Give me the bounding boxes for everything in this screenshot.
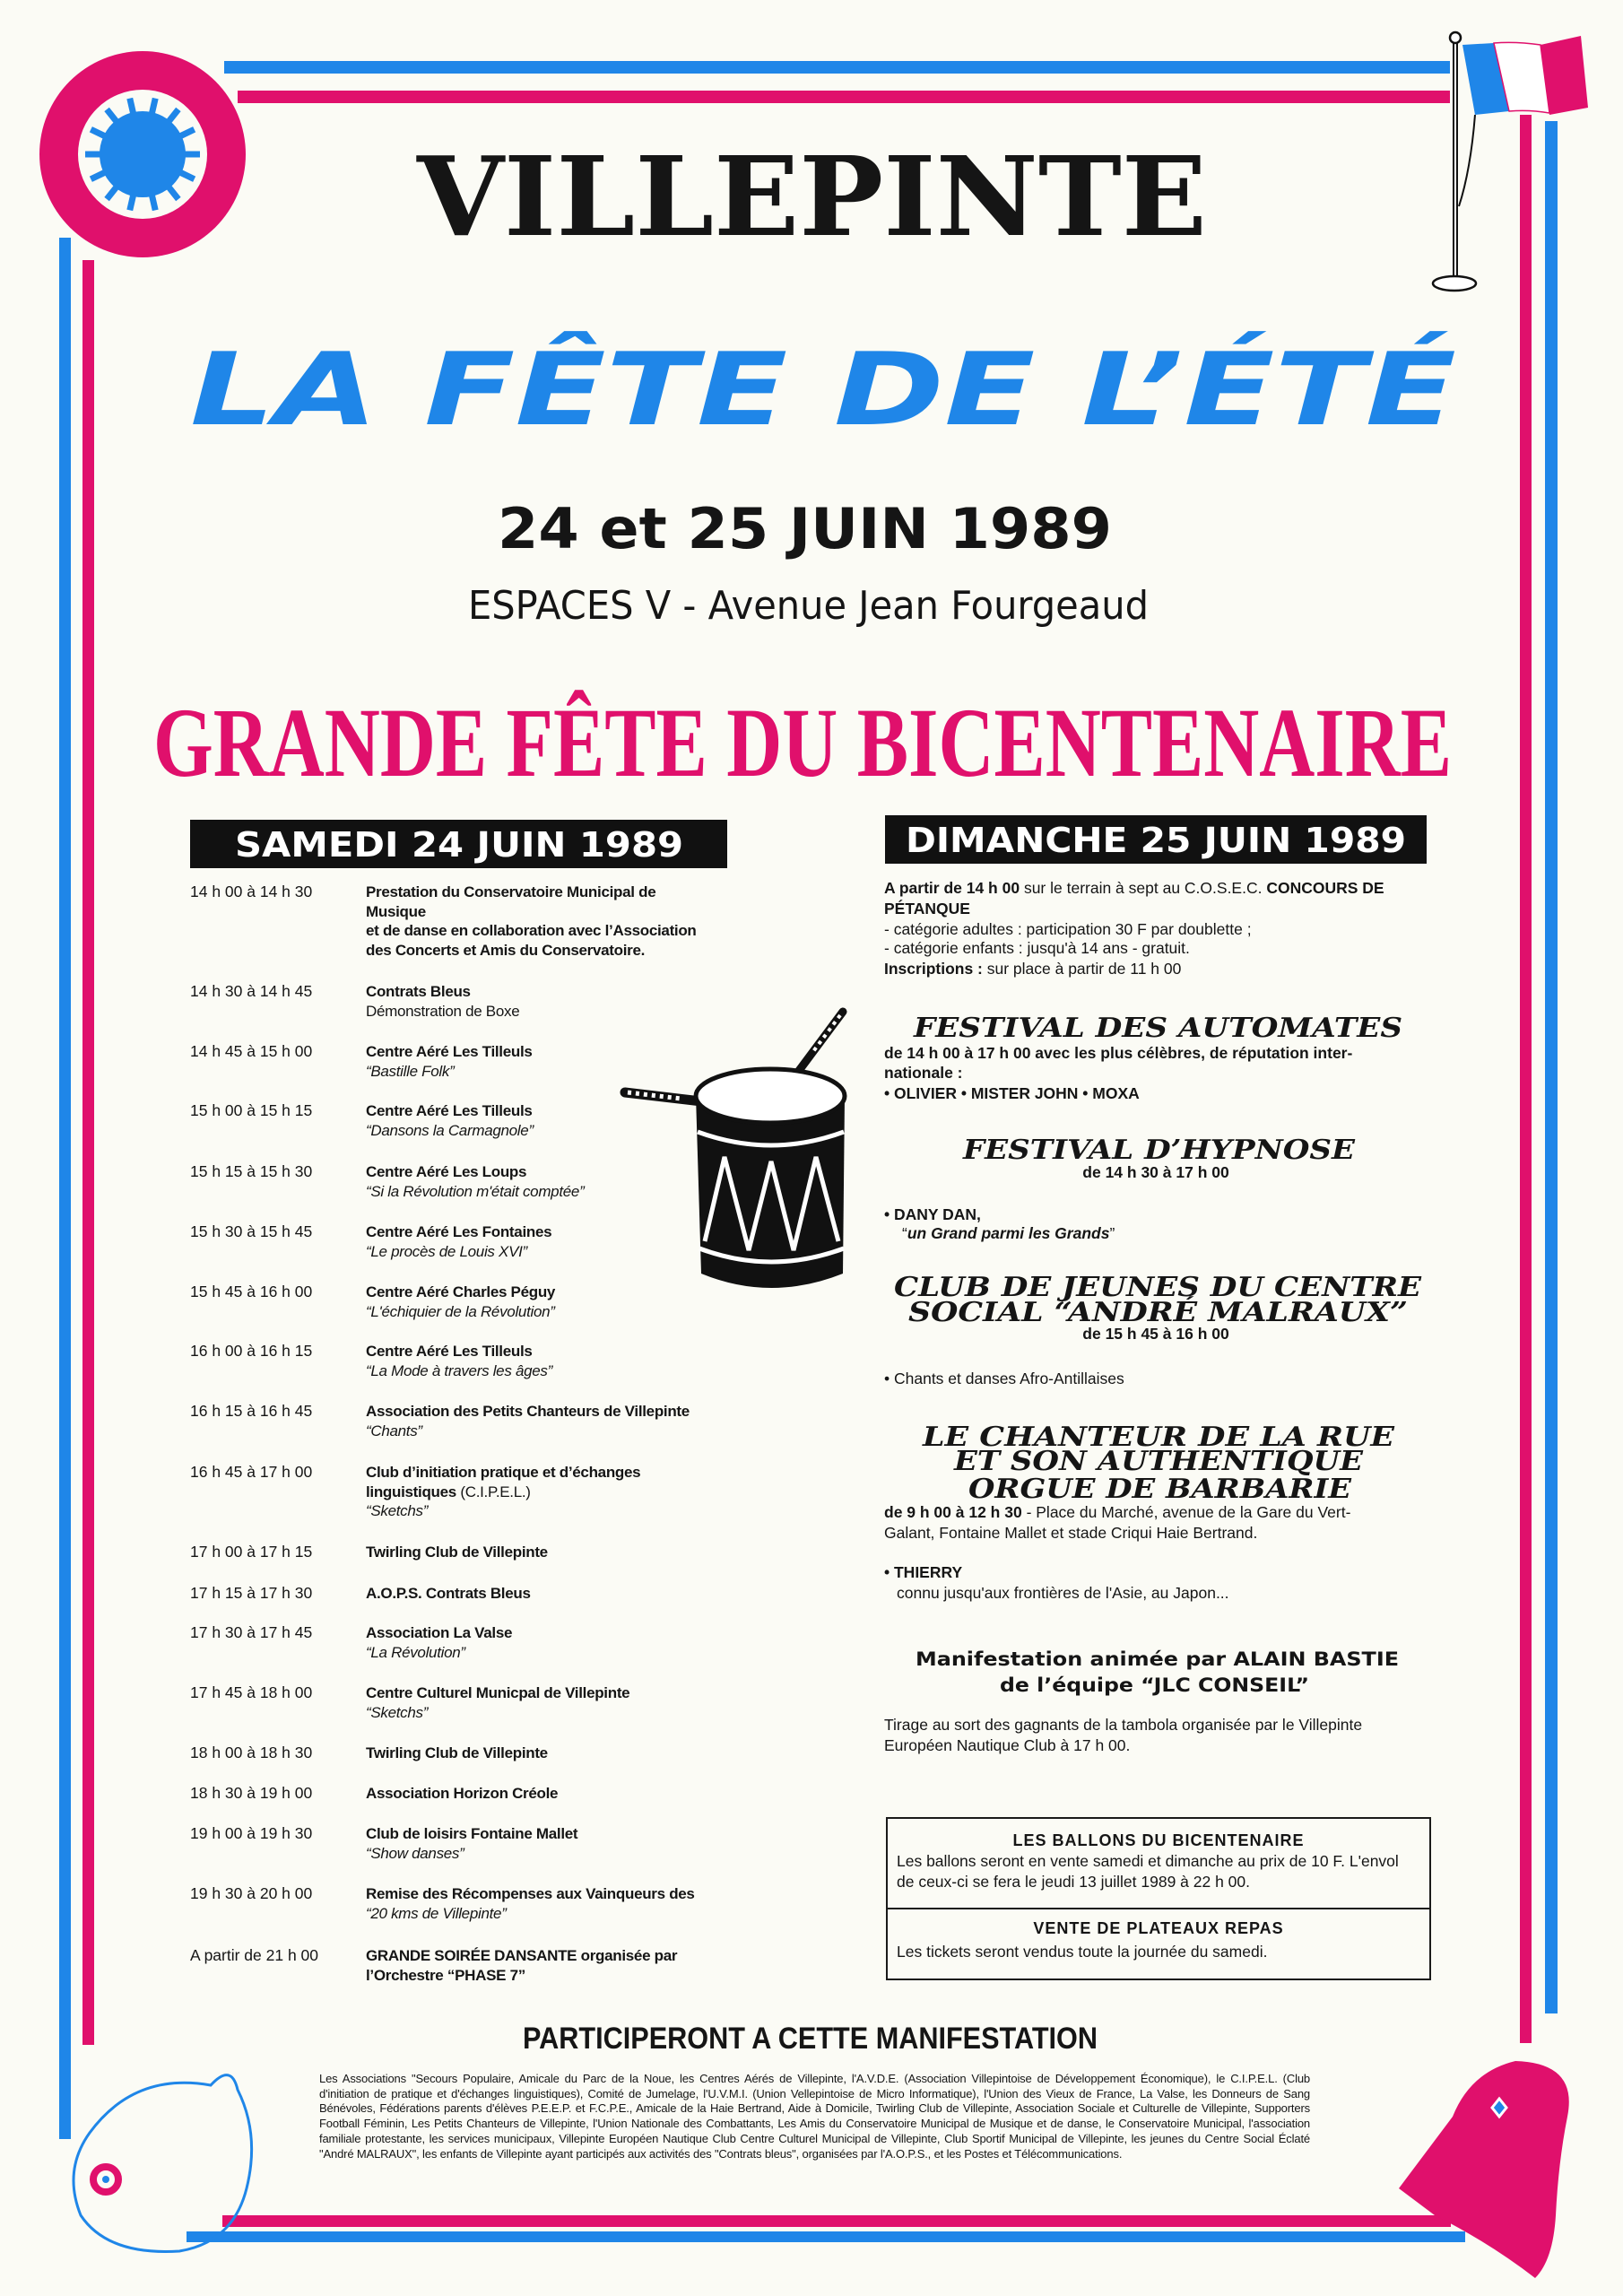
description-line <box>366 1904 695 1924</box>
text-segment: l’Orchestre “PHASE 7” <box>366 1966 525 1984</box>
description-line <box>366 1744 548 1763</box>
text-segment: ” <box>1109 1224 1115 1242</box>
program-line <box>884 919 1252 939</box>
phrygian-cap-icon <box>1399 2061 1569 2278</box>
text-segment: Centre Aéré Les Tilleuls <box>366 1043 533 1060</box>
text-segment: - catégorie adultes : participation 30 F par doublette ; <box>884 920 1252 938</box>
description-line <box>366 1543 548 1562</box>
text-segment: “Chants” <box>366 1422 422 1439</box>
description-line <box>366 902 697 922</box>
festival-title: LA FÊTE DE L’ÉTÉ <box>190 332 1146 448</box>
description-line <box>366 921 697 941</box>
description-line <box>366 1302 555 1322</box>
program-line <box>884 1205 981 1224</box>
schedule-description <box>366 1946 677 1985</box>
schedule-description <box>366 1884 695 1923</box>
text-segment: “Dansons la Carmagnole” <box>366 1121 534 1139</box>
text-segment: Centre Aéré Charles Péguy <box>366 1283 556 1300</box>
text-segment: Centre Aéré Les Tilleuls <box>366 1343 533 1360</box>
description-line <box>366 1101 534 1121</box>
program-line <box>897 1583 1229 1603</box>
description-line <box>366 1222 551 1242</box>
text-segment: et de danse en collaboration avec l’Association <box>366 922 697 939</box>
sunday-heading: DIMANCHE 25 JUIN 1989 <box>906 821 1406 860</box>
text-segment: Tirage au sort des gagnants de la tambola organisée par le Villepinte <box>884 1716 1363 1734</box>
text-segment: linguistiques <box>366 1483 456 1500</box>
description-line <box>366 1946 677 1966</box>
text-segment: Européen Nautique Club à 17 h 00. <box>884 1736 1131 1754</box>
text-segment: “Si la Révolution m'était comptée” <box>366 1182 585 1200</box>
text-segment: Club d’initiation pratique et d’échanges <box>366 1464 641 1481</box>
text-segment: “Bastille Folk” <box>366 1062 455 1080</box>
description-line <box>366 1182 584 1202</box>
schedule-description <box>366 1342 552 1380</box>
text-segment: Galant, Fontaine Mallet et stade Criqui Haie Bertrand. <box>884 1524 1258 1542</box>
info-box <box>886 1817 1431 1980</box>
ballons-text-2: de ceux-ci se fera le jeudi 13 juillet 1989 à 22 h 00. <box>897 1873 1251 1891</box>
description-line <box>366 1966 677 1986</box>
text-segment: Prestation du Conservatoire Municipal de <box>366 883 656 900</box>
text-segment: “Show danses” <box>366 1844 464 1862</box>
text-segment: • THIERRY <box>884 1563 963 1581</box>
drum-illustration <box>625 1012 845 1288</box>
program-line <box>884 938 1190 958</box>
text-segment: sur le terrain à sept au C.O.S.E.C. <box>1020 879 1267 897</box>
text-segment: des Concerts et Amis du Conservatoire. <box>366 941 646 959</box>
cockade-ray <box>152 195 155 211</box>
description-line <box>366 1703 629 1723</box>
text-segment: de 9 h 00 à 12 h 30 <box>884 1503 1022 1521</box>
cockade-icon <box>39 51 246 257</box>
chanteur-title-3: ORGUE DE BARBARIE <box>968 1474 1353 1505</box>
text-segment: Centre Aéré Les Fontaines <box>366 1223 552 1240</box>
schedule-description <box>366 1042 533 1081</box>
schedule-time: 17 h 15 à 17 h 30 <box>190 1584 313 1602</box>
description-line <box>366 1361 552 1381</box>
text-segment: Remise des Récompenses aux Vainqueurs des <box>366 1885 695 1902</box>
club-time: de 15 h 45 à 16 h 00 <box>1082 1325 1229 1343</box>
schedule-time: 15 h 15 à 15 h 30 <box>190 1162 313 1180</box>
program-line <box>902 1223 1115 1243</box>
description-line <box>366 1062 533 1082</box>
schedule-time: 17 h 45 à 18 h 00 <box>190 1683 313 1701</box>
description-line <box>366 1463 640 1483</box>
description-line <box>366 1683 629 1703</box>
schedule-description <box>366 1162 584 1201</box>
schedule-time: 16 h 15 à 16 h 45 <box>190 1402 313 1420</box>
text-segment: Inscriptions : <box>884 960 983 978</box>
text-segment: Centre Culturel Municpal de Villepinte <box>366 1684 630 1701</box>
program-line <box>884 959 1181 978</box>
schedule-time: A partir de 21 h 00 <box>190 1946 319 1964</box>
schedule-description <box>366 1584 531 1604</box>
description-line <box>366 1784 558 1804</box>
program-line <box>884 1502 1350 1522</box>
schedule-description <box>366 1543 548 1562</box>
text-segment: sur place à partir de 11 h 00 <box>982 960 1182 978</box>
schedule-description <box>366 1744 548 1763</box>
schedule-description <box>366 1683 629 1722</box>
program-line <box>884 1523 1257 1543</box>
schedule-time: 17 h 00 à 17 h 15 <box>190 1543 313 1561</box>
description-line <box>366 1162 584 1182</box>
description-line <box>366 883 697 902</box>
text-segment: • OLIVIER • MISTER JOHN • MOXA <box>884 1084 1140 1102</box>
description-line <box>366 1002 519 1022</box>
schedule-description <box>366 1101 534 1140</box>
text-segment: “Sketchs” <box>366 1703 429 1721</box>
schedule-time: 16 h 00 à 16 h 15 <box>190 1342 313 1360</box>
text-segment: PÉTANQUE <box>884 900 970 918</box>
schedule-time: 15 h 30 à 15 h 45 <box>190 1222 313 1240</box>
text-segment: Démonstration de Boxe <box>366 1002 520 1020</box>
description-line <box>366 1501 640 1521</box>
saturday-heading: SAMEDI 24 JUIN 1989 <box>235 825 683 865</box>
bicentenary-title: GRANDE FÊTE DU BICENTENAIRE <box>153 688 1452 797</box>
text-segment: Twirling Club de Villepinte <box>366 1744 548 1761</box>
text-segment: Association Horizon Créole <box>366 1785 559 1802</box>
description-line <box>366 1643 512 1663</box>
description-line <box>366 1824 577 1844</box>
schedule-time: 17 h 30 à 17 h 45 <box>190 1623 313 1641</box>
schedule-time: 15 h 00 à 15 h 15 <box>190 1101 313 1119</box>
text-segment: Association des Petits Chanteurs de Villepinte <box>366 1403 690 1420</box>
text-segment: Association La Valse <box>366 1624 513 1641</box>
schedule-time: 14 h 45 à 15 h 00 <box>190 1042 313 1060</box>
program-line <box>884 1063 963 1083</box>
description-line <box>366 1283 555 1302</box>
text-segment: un Grand parmi les Grands <box>907 1224 1110 1242</box>
description-line <box>366 1242 551 1262</box>
animation-line-2: de l’équipe “JLC CONSEIL” <box>1000 1674 1309 1696</box>
cockade-ray <box>130 195 134 211</box>
schedule-description <box>366 1623 512 1662</box>
program-line <box>884 1562 962 1582</box>
program-line <box>884 899 970 918</box>
participants-text: Les Associations "Secours Populaire, Amicale du Parc de la Noue, les Centres Aérés de Villepinte, l'A.V.D.E. (Association Villepintoise de Développement Économique), le C.I.P.E.L. (Club d'initiation de pratique et d'échanges linguistiques), Comité de Jumelage, l'U.V.M.I. (Union Vellepintoise de Micro Informatique), l'Union des Vieux de France, La Valse, les Donneurs de Sang Bénévoles, Fédérations parents d'élèves P.E.E.P. et F.C.P.E., Amicale de la Haie Bertrand, Aide à Domicile, Twirling Club de Villepinte, Association Sociale et Culturelle de Villepinte, Supporters Football Féminin, Les Petits Chanteurs de Villepinte, l'Union Nationale des Combattants, Les Amis du Conservatoire Municipal de Musique et de danse, le Conservatoire Municipal, l'association familiale protestante, les services municipaux, Villepinte Européen Nautique Club Centre Culturel Municipal de Villepinte, Club Sportif Municipal de Villepinte, les jeunes du Centre Social Éclaté "André MALRAUX", les enfants de Villepinte ayant participés aux activités des "Contrats bleus", organisées par l'A.O.P.S., et les Postes et Télécommunications. <box>319 2072 1310 2161</box>
text-segment: Centre Aéré Les Tilleuls <box>366 1102 533 1119</box>
schedule-time: 16 h 45 à 17 h 00 <box>190 1463 313 1481</box>
chanteur-title-1: LE CHANTEUR DE LA RUE <box>921 1422 1396 1453</box>
automates-title: FESTIVAL DES AUTOMATES <box>912 1013 1402 1044</box>
description-line <box>366 1422 690 1441</box>
description-line <box>366 1402 690 1422</box>
text-segment: CONCOURS DE <box>1266 879 1384 897</box>
schedule-description <box>366 1222 551 1261</box>
schedule-description <box>366 1283 555 1321</box>
schedule-description <box>366 1402 690 1440</box>
description-line <box>366 1342 552 1361</box>
chanteur-title-2: ET SON AUTHENTIQUE <box>952 1446 1365 1477</box>
club-title-2: SOCIAL “ANDRÉ MALRAUX” <box>908 1297 1341 1328</box>
description-line <box>366 1844 577 1864</box>
ballons-title: LES BALLONS DU BICENTENAIRE <box>1012 1831 1305 1849</box>
french-flag-icon <box>1433 32 1588 291</box>
participants-heading: PARTICIPERONT A CETTE MANIFESTATION <box>523 2022 1098 2056</box>
text-segment: • Chants et danses Afro-Antillaises <box>884 1370 1124 1387</box>
schedule-description <box>366 1463 640 1521</box>
program-line <box>884 878 1384 898</box>
text-segment: connu jusqu'aux frontières de l'Asie, au Japon... <box>897 1584 1229 1602</box>
text-segment: “ <box>902 1224 907 1242</box>
town-name: VILLEPINTE <box>415 132 1207 261</box>
event-dates: 24 et 25 JUIN 1989 <box>498 496 1112 561</box>
cockade-ray <box>152 99 155 115</box>
repas-title: VENTE DE PLATEAUX REPAS <box>1033 1919 1284 1937</box>
description-line <box>366 982 519 1002</box>
text-segment: “Le procès de Louis XVI” <box>366 1242 527 1260</box>
description-line <box>366 1042 533 1062</box>
text-segment: “La Mode à travers les âges” <box>366 1361 552 1379</box>
hypnose-title: FESTIVAL D’HYPNOSE <box>961 1135 1357 1166</box>
text-segment: Club de loisirs Fontaine Mallet <box>366 1825 578 1842</box>
schedule-description <box>366 1784 558 1804</box>
schedule-time: 15 h 45 à 16 h 00 <box>190 1283 313 1300</box>
schedule-description <box>366 883 697 960</box>
text-segment: “La Révolution” <box>366 1643 465 1661</box>
divider <box>888 1908 1429 1909</box>
schedule-description <box>366 982 519 1021</box>
ballons-text-1: Les ballons seront en vente samedi et dimanche au prix de 10 F. L'envol <box>897 1852 1399 1870</box>
description-line <box>366 1483 640 1502</box>
text-segment: “20 kms de Villepinte” <box>366 1904 507 1922</box>
schedule-time: 19 h 30 à 20 h 00 <box>190 1884 313 1902</box>
text-segment: Contrats Bleus <box>366 983 471 1000</box>
schedule-time: 18 h 00 à 18 h 30 <box>190 1744 313 1761</box>
program-line <box>884 1715 1362 1735</box>
schedule-time: 14 h 00 à 14 h 30 <box>190 883 313 900</box>
schedule-time: 19 h 00 à 19 h 30 <box>190 1824 313 1842</box>
program-line <box>884 1083 1140 1103</box>
repas-text: Les tickets seront vendus toute la journée du samedi. <box>897 1943 1268 1961</box>
schedule-time: 14 h 30 à 14 h 45 <box>190 982 313 1000</box>
text-segment: nationale : <box>884 1064 963 1082</box>
description-line <box>366 1584 531 1604</box>
description-line <box>366 1121 534 1141</box>
program-line <box>884 1735 1130 1755</box>
cockade-ray <box>130 99 134 115</box>
animation-line-1: Manifestation animée par ALAIN BASTIE <box>916 1648 1399 1670</box>
description-line <box>366 941 697 961</box>
text-segment: (C.I.P.E.L.) <box>456 1483 531 1500</box>
text-segment: • DANY DAN, <box>884 1205 981 1223</box>
text-segment: de 14 h 00 à 17 h 00 avec les plus célèbres, de réputation inter- <box>884 1044 1353 1062</box>
hypnose-time: de 14 h 30 à 17 h 00 <box>1082 1163 1229 1181</box>
text-segment: Centre Aéré Les Loups <box>366 1163 527 1180</box>
schedule-time: 18 h 30 à 19 h 00 <box>190 1784 313 1802</box>
text-segment: Twirling Club de Villepinte <box>366 1544 548 1561</box>
description-line <box>366 1884 695 1904</box>
schedule-description <box>366 1824 577 1863</box>
text-segment: - catégorie enfants : jusqu'à 14 ans - gratuit. <box>884 939 1190 957</box>
program-line <box>884 1369 1124 1388</box>
venue: ESPACES V - Avenue Jean Fourgeaud <box>468 583 1149 629</box>
text-segment: A.O.P.S. Contrats Bleus <box>366 1585 531 1602</box>
text-segment: GRANDE SOIRÉE DANSANTE organisée par <box>366 1947 678 1964</box>
club-title-1: CLUB DE JEUNES DU CENTRE <box>894 1272 1423 1303</box>
text-segment: Musique <box>366 902 426 920</box>
description-line <box>366 1623 512 1643</box>
text-segment: “Sketchs” <box>366 1502 429 1519</box>
program-line <box>884 1043 1352 1063</box>
text-segment: - Place du Marché, avenue de la Gare du Vert- <box>1021 1503 1351 1521</box>
text-segment: A partir de 14 h 00 <box>884 879 1020 897</box>
text-segment: “L'échiquier de la Révolution” <box>366 1302 555 1320</box>
